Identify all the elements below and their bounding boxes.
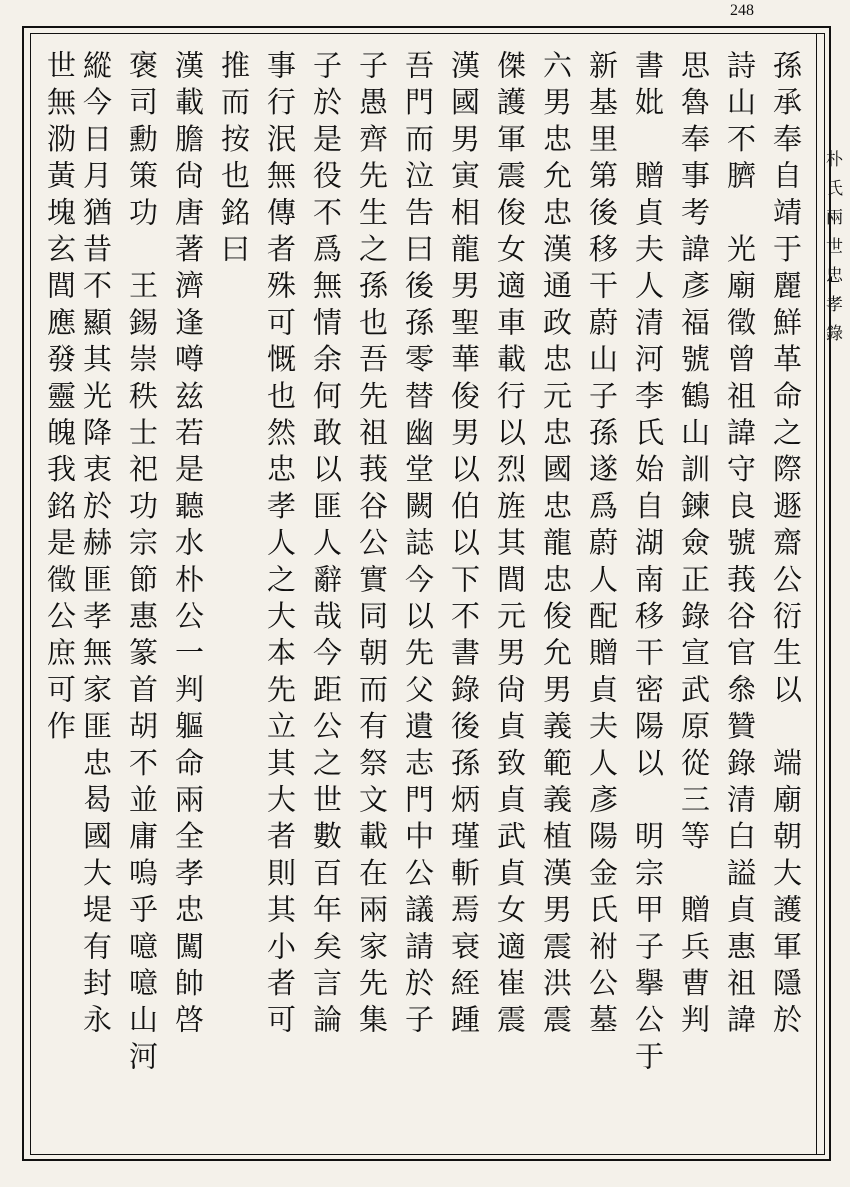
text-column-3: 思魯奉事考諱彥福號鶴山訓鍊僉正錄宣武原從三等 贈兵曹判 xyxy=(677,50,711,1041)
side-title-divider xyxy=(816,33,817,1155)
text-column-12: 事行泯無傳者殊可慨也然忠孝人之大本先立其大者則其小者可 xyxy=(263,50,297,1041)
text-column-2: 詩山不臍 光廟徵曾祖諱守良號莪谷官叅贊錄清白謚貞惠祖諱 xyxy=(723,50,757,1041)
side-title: 朴氏兩世忠孝錄 xyxy=(822,150,842,353)
text-column-1: 孫承奉自靖于麗鮮革命之際遯齋公衍生以 端廟朝大護軍隱於 xyxy=(769,50,803,1041)
page-number: 248 xyxy=(730,2,754,19)
text-column-11: 子於是役不爲無情余何敢以匪人辭哉今距公之世數百年矣言論 xyxy=(309,50,343,1041)
text-column-8: 漢國男寅相龍男聖華俊男以伯以下不書錄後孫炳瑾斬焉衰絰踵 xyxy=(447,50,481,1041)
text-column-4: 書妣 贈貞夫人清河李氏始自湖南移干密陽以 明宗甲子擧公于 xyxy=(631,50,665,1078)
text-column-6: 六男忠允忠漢通政忠元忠國忠龍忠俊允男義範義植漢男震洪震 xyxy=(539,50,573,1041)
text-column-16: 縱今日月猶昔不顯其光降衷於赫匪孝無家匪忠曷國大堤有封永 xyxy=(79,50,113,1041)
text-column-17: 世無泐黃塊玄閭應發靈魄我銘是徵公庶可作 xyxy=(43,50,77,748)
text-column-7: 傑護軍震俊女適車載行以烈旌其閭元男尙貞致貞武貞女適崔震 xyxy=(493,50,527,1041)
text-column-14: 漢載膽尙唐著濟逢噂兹若是聽水朴公一判軀命兩全孝忠闖帥啓 xyxy=(171,50,205,1041)
text-column-13: 推而按也銘曰 xyxy=(217,50,251,271)
text-column-15: 褒司勳策功 王錫崇秩士祀功宗節惠篆首胡不並庸嗚乎噫噫山河 xyxy=(125,50,159,1078)
text-column-10: 子愚齊先生之孫也吾先祖莪谷公實同朝而有祭文載在兩家先集 xyxy=(355,50,389,1041)
text-column-5: 新基里第後移干蔚山子孫遂爲蔚人配贈貞夫人彥陽金氏祔公墓 xyxy=(585,50,619,1041)
text-column-9: 吾門而泣告曰後孫零替幽堂闕誌今以先父遺志門中公議請於子 xyxy=(401,50,435,1041)
